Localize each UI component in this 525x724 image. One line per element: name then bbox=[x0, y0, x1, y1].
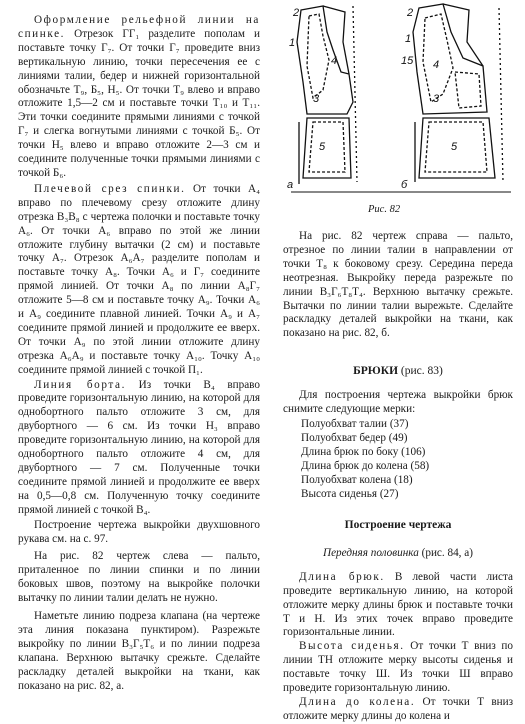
measure-item: Полуобхват бедер (49) bbox=[301, 431, 408, 444]
left-column bbox=[18, 14, 260, 694]
fig-left-label-4: 4 bbox=[331, 55, 338, 67]
measure-item: Высота сиденья (27) bbox=[301, 487, 399, 500]
fig-right-label-15: 15 bbox=[401, 55, 414, 67]
fig-left-label-3: 3 bbox=[313, 93, 320, 105]
paragraph-flap-line: Наметьте линию подреза клапана (на чертеже эта линия показана пунктиром). Разрежьте выкройку по линии В₃Г₅Т₆ и по линии подреза клапана. Верхнюю вытачку срежьте. Сделайте раскладку деталей выкройки на ткани, как показано на рис. 82, а. bbox=[18, 610, 260, 692]
measure-item: Длина брюк до колена (58) bbox=[301, 459, 430, 472]
paragraph-trouser-length: Длина брюк. В левой части листа проведите вертикальную линию, на которой отложите мерку длины брюк и поставьте точки Т и Н. Из этих точек вправо проведите горизонтальные линии. bbox=[283, 570, 513, 639]
fig-right-label-5: 5 bbox=[451, 141, 458, 153]
paragraph-sleeve-ref: Построение чертежа выкройки двухшовного рукава см. на с. 97. bbox=[18, 518, 260, 545]
subsection-heading-construction: Построение чертежа bbox=[344, 518, 452, 531]
paragraph-measures-intro: Для построения чертежа выкройки брюк снимите следующие мерки: bbox=[283, 389, 513, 416]
fig-left-label-2: 2 bbox=[293, 7, 300, 19]
fig-left-label-5: 5 bbox=[319, 141, 326, 153]
paragraph-knee-length: Длина до колена. От точки Т вниз отложите мерку длины до колена и bbox=[283, 695, 513, 722]
fig-right-label-2: 2 bbox=[407, 7, 414, 19]
section-heading-trousers: БРЮКИ (рис. 83) bbox=[353, 365, 443, 378]
measure-item: Полуобхват колена (18) bbox=[301, 473, 413, 486]
pattern-drawing bbox=[283, 2, 515, 197]
paragraph-fig82-right: На рис. 82 чертеж справа — пальто, отрезное по линии талии в направлении от точки Т₈ к боковому срезу. Середина переда неотрезная. Выкройку переда разрежьте по линии В₃Г₆Т₈Т₄. Верхнюю вытачку срежьте. Вытачки по линии талии вырежьте. Сделайте раскладку деталей выкройки на ткани, как показано на рис. 82, б. bbox=[283, 230, 513, 340]
paragraph-front-edge: Линия борта. Из точки В₄ вправо проведите горизонтальную линию, на которой для однобортного пальто отложите 3 см, для двубортного — 6 см. Из точки Н₃ вправо проведите горизонтальную линию, на которой для однобортного пальто отложите 4 см, для двубортного — 7 см. Полученные точки соедините прямой линией и продолжите ее вверх на 0,5—0,8 см. Полученную точку соедините прямой линией с точкой В₄. bbox=[18, 378, 260, 516]
figure-caption: Рис. 82 bbox=[368, 204, 401, 215]
measures-list bbox=[283, 417, 513, 501]
fig-right-label-4: 4 bbox=[433, 59, 440, 71]
fig-right-label-3: 3 bbox=[433, 93, 440, 105]
figure-82 bbox=[283, 2, 515, 197]
right-column bbox=[283, 230, 513, 724]
measure-item: Длина брюк по боку (106) bbox=[301, 445, 426, 458]
fig-left-label-1: 1 bbox=[289, 37, 296, 49]
fig-right-letter-b: б bbox=[401, 179, 408, 191]
fig-right-label-1: 1 bbox=[405, 33, 412, 45]
subheading-front-half: Передняя половинка (рис. 84, а) bbox=[323, 546, 473, 559]
paragraph-fig82-left: На рис. 82 чертеж слева — пальто, приталенное по линии спинки и по линии боковых швов, поэтому на выкройке полочки вытачку по линии талии делать не нужно. bbox=[18, 550, 260, 605]
paragraph-shoulder-seam: Плечевой срез спинки. От точки А₄ вправо по плечевому срезу отложите длину отрезка В₃В₈ с чертежа полочки и поставьте точку А₆. От точки А₆ вправо по этой же линии отложите глубину вытачки (2 см) и поставьте точку А₇. Отрезок А₆А₇ разделите пополам и поставьте точку А₈. Точки А₆ и Г₇ соедините прямой линией. От точки А₈ по линии А₈Г₇ отложите 5—8 см и поставьте точку А₉. Точки А₆ и А₉ соедините плавной линией. Точки А₉ и А₇ соедините прямой линией и продолжите ее вверх. От точки А₉ по этой линии отложите длину отрезка А₆А₉ и поставьте точку А₁₀. Точку А₁₀ соедините прямой линией с точкой П₁. bbox=[18, 182, 260, 376]
paragraph-relief-line: Оформление рельефной линии на спинке. Отрезок ГГ₁ разделите пополам и поставьте точку Г₇. От точки Г₇ проведите вниз вертикальную линию, точки пересечения ее с линиями талии, бедер и нижней горизонтальной обозначьте Т₉, Б₅, Н₅. От точки Т₉ влево и вправо отложите 1,5—2 см и поставьте точки Т₁₀ и Т₁₁. Эти точки соедините прямыми линиями с точкой Г₇ и слегка вогнутыми линиями с точкой Б₅. От точки Н₅ влево и вправо отложите 2—3 см и соедините полученные точки прямыми линиями с точкой Б₆. bbox=[18, 14, 260, 179]
paragraph-seat-height: Высота сиденья. От точки Т вниз по линии ТН отложите мерку высоты сиденья и поставьте точку Ш. Из точки Ш вправо проведите горизонтальную линию. bbox=[283, 640, 514, 695]
fig-left-letter-a: а bbox=[287, 179, 294, 191]
measure-item: Полуобхват талии (37) bbox=[301, 417, 409, 430]
